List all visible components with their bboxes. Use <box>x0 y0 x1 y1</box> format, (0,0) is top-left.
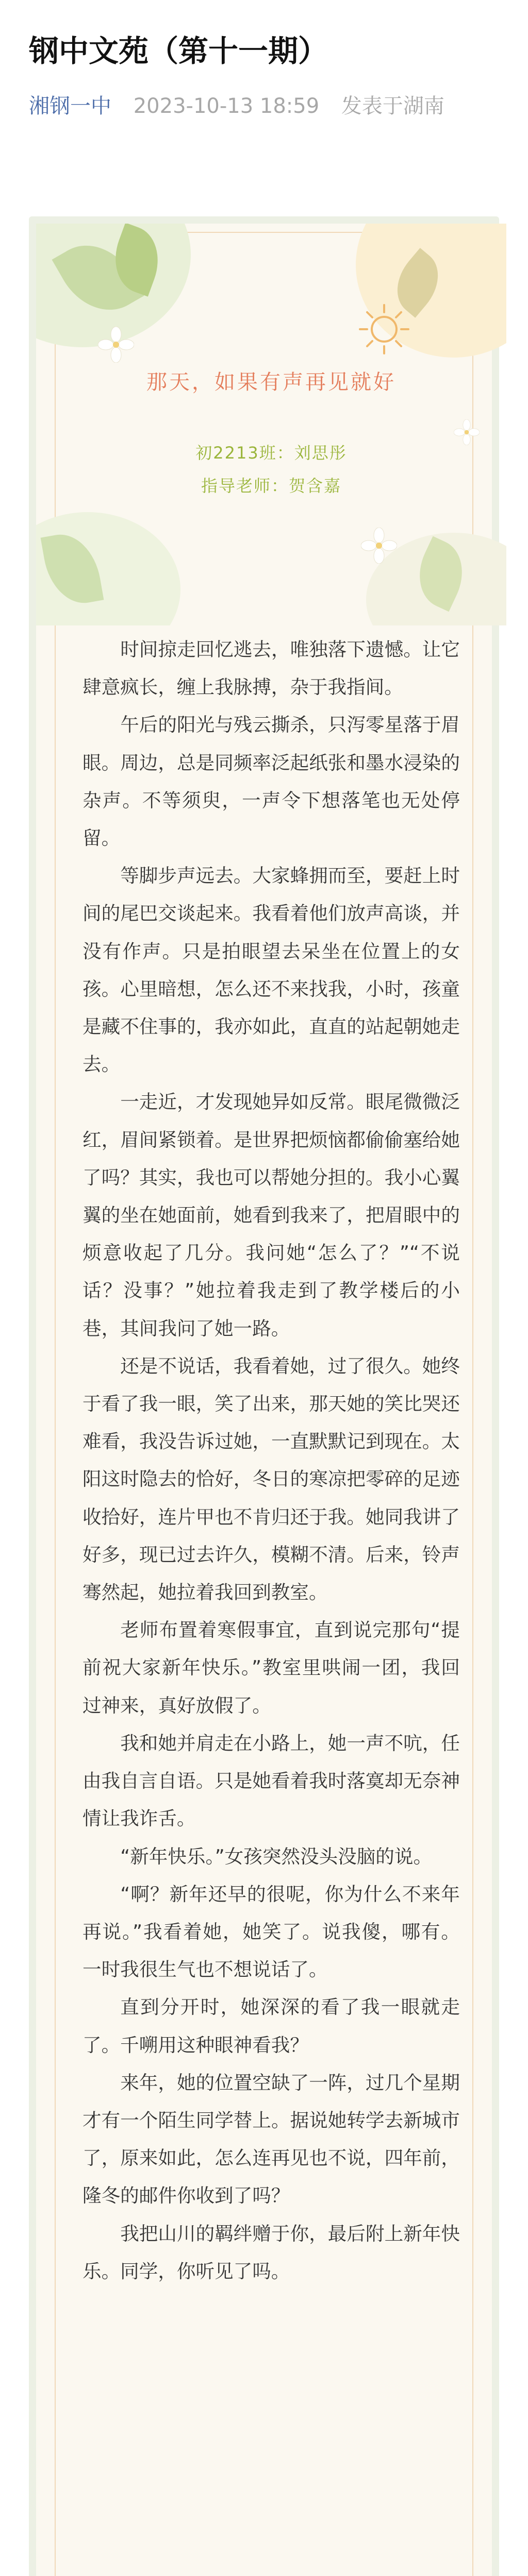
body-paragraph: 午后的阳光与残云撕杀，只泻零星落于眉眼。周边，总是同频率泛起纸张和墨水浸染的杂声。不等须臾，一声令下想落笔也无处停留。 <box>82 714 460 850</box>
body-paragraph: “啊？新年还早的很呢，你为什么不来年再说。”我看着她，她笑了。说我傻，哪有。一时我很生气也不想说话了。 <box>82 1883 460 1981</box>
body-paragraph: 我把山川的羁绊赠于你，最后附上新年快乐。同学，你听见了吗。 <box>82 2222 460 2282</box>
body-paragraph: 时间掠走回忆逃去，唯独落下遗憾。让它肆意疯长，缠上我脉搏，杂于我指间。 <box>82 638 460 699</box>
byline-author: 初2213班：刘思彤 <box>195 443 347 463</box>
byline-teacher: 指导老师：贺含嘉 <box>201 476 341 496</box>
body-paragraph: 直到分开时，她深深的看了我一眼就走了。千嗍用这种眼神看我？ <box>82 1996 460 2056</box>
article-meta <box>29 92 499 121</box>
body-paragraph: 老师布置着寒假事宜，直到说完那句“提前祝大家新年快乐。”教室里哄闹一团，我回过神来，真好放假了。 <box>82 1619 460 1717</box>
body-paragraph: 还是不说话，我看着她，过了很久。她终于看了我一眼，笑了出来，那天她的笑比哭还难看，我没告诉过她，一直默默记到现在。太阳这时隐去的恰好，冬日的寒凉把零碎的足迹收拾好，连片甲也不肯归还于我。她同我讲了好多，现已过去许久，模糊不清。后来，铃声骞然起，她拉着我回到教室。 <box>82 1354 460 1604</box>
body-paragraph: 一走近，才发现她异如反常。眼尾微微泛红，眉间紧锁着。是世界把烦恼都偷偷塞给她了吗？其实，我也可以帮她分担的。我小心翼翼的坐在她面前，她看到我来了，把眉眼中的烦意收起了几分。我问她“怎么了？”“不说话？没事？”她拉着我走到了教学楼后的小巷，其间我问了她一路。 <box>82 1091 460 1340</box>
body-paragraph: 来年，她的位置空缺了一阵，过几个星期才有一个陌生同学替上。据说她转学去新城市了，原来如此，怎么连再见也不说，四年前，隆冬的邮件你收到了吗？ <box>82 2071 460 2207</box>
article-body <box>82 631 460 2290</box>
banner-illustration <box>36 224 506 625</box>
article-paper <box>29 216 499 2576</box>
publish-location: 发表于湖南 <box>341 94 444 118</box>
publish-date: 2023-10-13 18:59 <box>133 94 320 118</box>
flower-icon <box>361 528 397 564</box>
flower-icon <box>98 327 134 363</box>
sun-icon <box>356 301 412 358</box>
body-paragraph: 我和她并肩走在小路上，她一声不吭，任由我自言自语。只是她看着我时落寞却无奈神情让我诈舌。 <box>82 1732 460 1830</box>
poem-title: 那天，如果有声再见就好 <box>146 370 396 394</box>
body-paragraph: “新年快乐。”女孩突然没头没脑的说。 <box>120 1845 433 1868</box>
article-header <box>0 0 528 216</box>
author-link[interactable]: 湘钢一中 <box>29 94 111 118</box>
body-paragraph: 等脚步声远去。大家蜂拥而至，要赶上时间的尾巴交谈起来。我看着他们放声高谈，并没有作声。只是拍眼望去呆坐在位置上的女孩。心里暗想，怎么还不来找我，小时，孩童是藏不住事的，我亦如此，直直的站起朝她走去。 <box>82 865 460 1076</box>
article-title: 钢中文苑（第十一期） <box>29 33 328 69</box>
